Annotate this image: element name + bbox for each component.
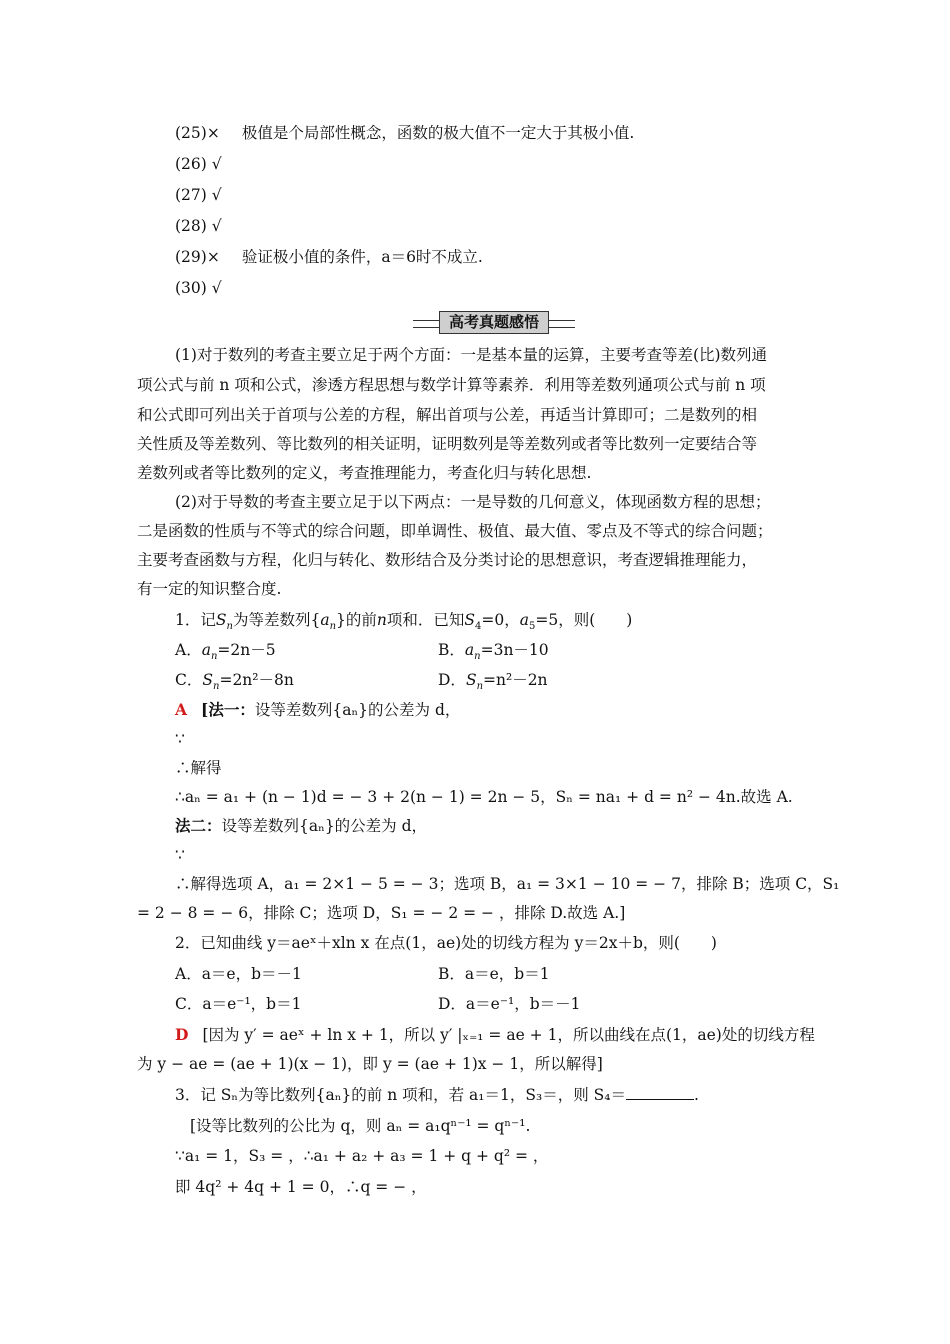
answer-blank[interactable] [626,1085,694,1100]
method-label: 法二： [175,816,222,835]
q2-solution-text: [因为 y′ = aeˣ + ln x + 1，所以 y′ |ₓ₌₁ = ae + 1，所以曲线在点(1，ae)处的切线方程 [202,1026,815,1044]
q2-option-a: A．a＝e，b＝－1 [175,965,302,983]
q3-solution-line: ∵a₁ = 1，S₃ = ，∴a₁ + a₂ + a₃ = 1 + q + q² = ， [175,1147,549,1165]
answer-30 [175,278,222,298]
q2-option-d: D．a＝e⁻¹，b＝－1 [438,995,581,1013]
q1-method2-result: ∴解得选项 A，a₁ = 2×1 − 5 = − 3；选项 B，a₁ = 3×1 − 10 = − 7，排除 B；选项 C，S₁ [175,875,840,893]
intro-line: 差数列或者等比数列的定义，考查推理能力，考查化归与转化思想. [137,464,592,482]
answer-25 [175,123,634,143]
answer-26 [175,154,222,174]
answer-number: (25) [175,124,207,142]
answer-note: 验证极小值的条件，a＝6时不成立. [241,248,483,266]
q2-option-c: C．a＝e⁻¹，b＝1 [175,995,302,1013]
q3-stem [175,1085,699,1105]
q1-method2-because: ∵ [175,846,185,864]
q1-solution-method2 [175,816,427,836]
q2-stem: 2．已知曲线 y＝aeˣ＋xln x 在点(1，ae)处的切线方程为 y＝2x＋b，则( ) [175,934,717,952]
intro-line: 关性质及等差数列、等比数列的相关证明，证明数列是等差数列或者等比数列一定要结合等 [137,435,758,453]
option-expr: =3n－10 [480,641,549,659]
section-banner [413,310,575,334]
q2-answer-letter: D [175,1025,189,1044]
banner-left-rule [413,320,439,328]
answer-mark: × [206,124,220,142]
answer-29 [175,247,483,267]
method-text: 设等差数列{aₙ}的公差为 d， [254,701,461,719]
q3-solution: [设等比数列的公比为 q，则 aₙ = a₁qⁿ⁻¹ = qⁿ⁻¹. [190,1117,531,1135]
answer-number: (28) [175,217,207,235]
option-label: A． [175,641,202,659]
answer-note: 极值是个局部性概念，函数的极大值不一定大于其极小值. [241,124,635,142]
q1-answer-letter: A [175,700,188,719]
q2-solution [175,1025,815,1045]
q1-solve: ∴解得 [175,759,222,777]
q3-stem-end: . [693,1086,699,1104]
q1-stem-part: =0， [481,611,520,629]
q2-solution-cont: 为 y − ae = (ae + 1)(x − 1)，即 y = (ae + 1)x − 1，所以解得] [137,1055,603,1073]
section-title: 高考真题感悟 [439,311,549,334]
answer-number: (30) [175,279,207,297]
option-label: B． [438,641,465,659]
intro-line: 二是函数的性质与不等式的综合问题，即单调性、极值、最大值、零点及不等式的综合问题； [137,522,773,540]
q3-solution-line: 即 4q² + 4q + 1 = 0，∴q = − ， [175,1178,427,1196]
method-label: [法一： [201,700,255,719]
q1-because: ∵ [175,730,185,748]
q1-stem-part: =5，则( ) [535,611,633,629]
q3-stem-text: 3．记 Sₙ为等比数列{aₙ}的前 n 项和，若 a₁＝1，S₃＝，则 S₄＝ [175,1086,626,1104]
answer-28 [175,216,222,236]
answer-27 [175,185,222,205]
intro-line: (2)对于导数的考查主要立足于以下两点：一是导数的几何意义，体现函数方程的思想； [175,493,771,511]
intro-line: (1)对于数列的考查主要立足于两个方面：一是基本量的运算，主要考查等差(比)数列通 [175,346,768,364]
option-expr: =n²－2n [483,671,548,689]
q1-option-c: C．$S_n=2n^2-8n$ [175,671,294,693]
q1-method2-result-cont: = 2 − 8 = − 6，排除 C；选项 D，S₁ = − 2 = − ，排除 D.故选 A.] [137,904,626,922]
q2-option-b: B．a＝e，b＝1 [438,965,550,983]
answer-mark: × [206,248,220,266]
q1-option-d: D．$S_n=n^2-2n$ [438,671,548,693]
answer-number: (29) [175,248,207,266]
intro-line: 项公式与前 n 项和公式，渗透方程思想与数学计算等素养．利用等差数列通项公式与前 n 项 [137,376,766,394]
method-text: 设等差数列{aₙ}的公差为 d， [221,817,428,835]
q1-stem: 1．记$S_n$为等差数列$\{a_n\}$的前n项和．已知$S_4=0$，$a_5=5$，则( ) [175,611,633,633]
option-expr: =2n－5 [217,641,276,659]
answer-mark: √ [211,155,222,173]
answer-mark: √ [211,279,222,297]
intro-line: 有一定的知识整合度. [137,580,282,598]
q1-solution-method1 [175,700,460,720]
option-label: C． [175,671,203,689]
answer-mark: √ [211,186,222,204]
q1-stem-part: }的前 [336,611,377,629]
option-label: D． [438,671,466,689]
answer-number: (26) [175,155,207,173]
q1-method1-result: ∴aₙ = a₁ + (n − 1)d = − 3 + 2(n − 1) = 2n − 5，Sₙ = na₁ + d = n² − 4n.故选 A. [175,788,793,806]
answer-number: (27) [175,186,207,204]
q1-stem-part: 1．记 [175,611,216,629]
q1-option-b: B．$a_n=3n-10$ [438,641,549,663]
q1-stem-part: 项和．已知 [386,611,465,629]
intro-line: 主要考查函数与方程，化归与转化、数形结合及分类讨论的思想意识，考查逻辑推理能力， [137,551,758,569]
q1-option-a: A．$a_n=2n-5$ [175,641,276,663]
q1-stem-part: 为等差数列{ [232,611,321,629]
option-expr: =2n²－8n [219,671,294,689]
banner-right-rule [549,320,575,328]
intro-line: 和公式即可列出关于首项与公差的方程，解出首项与公差，再适当计算即可；二是数列的相 [137,406,758,424]
answer-mark: √ [211,217,222,235]
